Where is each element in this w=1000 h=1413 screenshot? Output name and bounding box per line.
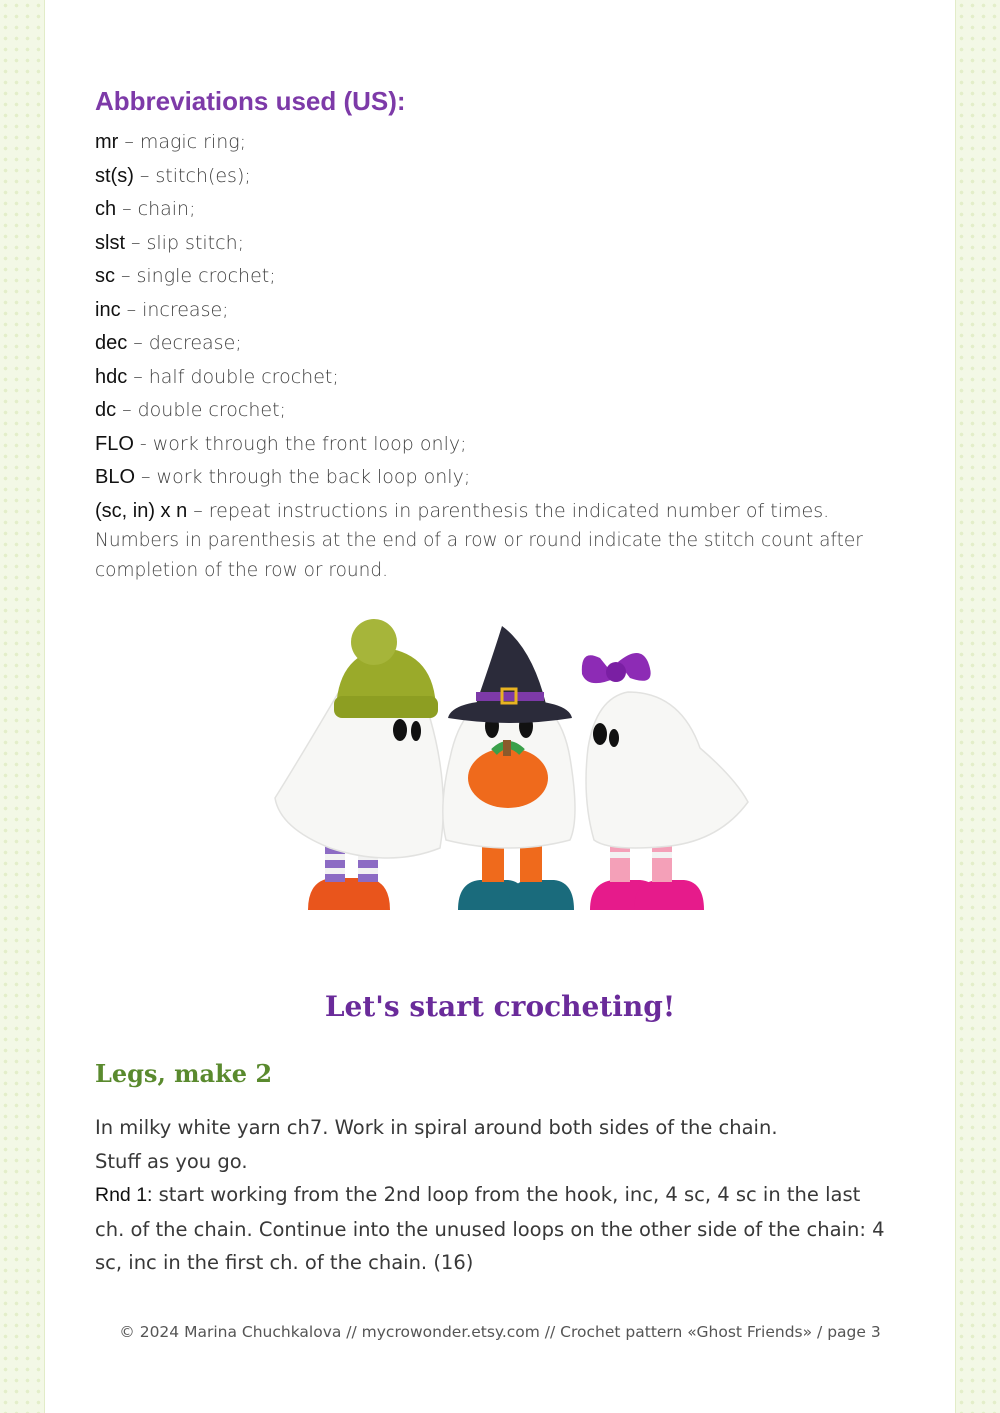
abbreviation-dash: – <box>193 499 203 522</box>
abbreviation-dash: - <box>139 432 147 455</box>
stitch-count-note: Numbers in parenthesis at the end of a row or round indicate the stitch count after completion of the row or round. <box>95 530 863 581</box>
decorative-border-right <box>955 0 1000 1413</box>
abbreviation-term: dec <box>95 332 128 354</box>
abbreviation-item <box>95 228 829 262</box>
page-footer: © 2024 Marina Chuchkalova // mycrowonder.etsy.com // Crochet pattern «Ghost Friends» / page 3 <box>119 1323 881 1341</box>
abbreviations-list <box>95 127 829 529</box>
abbreviation-term: (sc, in) x n <box>95 499 188 522</box>
abbreviation-desc: work through the front loop only; <box>152 432 467 455</box>
abbreviation-dash: – <box>121 265 131 287</box>
abbreviation-term: hdc <box>95 365 128 388</box>
abbreviation-item <box>95 496 829 530</box>
abbreviation-term: BLO <box>95 466 136 488</box>
ghost-friends-photo <box>270 618 750 930</box>
round-label: Rnd 1: <box>95 1184 153 1206</box>
decorative-border-left <box>0 0 45 1413</box>
abbreviation-term: st(s) <box>95 164 134 187</box>
abbreviation-term: slst <box>95 231 125 254</box>
abbreviation-item <box>95 295 829 329</box>
abbreviation-item <box>95 429 829 463</box>
abbreviation-dash: – <box>124 131 134 153</box>
abbreviation-desc: single crochet; <box>136 265 276 287</box>
abbreviation-item <box>95 261 829 295</box>
abbreviation-item <box>95 362 829 396</box>
ghost-middle <box>443 626 575 910</box>
legs-round-1 <box>95 1178 885 1280</box>
abbreviation-dash: – <box>141 466 151 488</box>
legs-instructions <box>95 1111 885 1280</box>
abbreviation-desc: magic ring; <box>139 131 247 153</box>
abbreviation-desc: stitch(es); <box>155 164 251 187</box>
abbreviation-term: mr <box>95 131 119 153</box>
abbreviation-desc: work through the back loop only; <box>156 466 471 488</box>
abbreviation-dash: – <box>131 231 141 254</box>
abbreviation-term: FLO <box>95 432 134 455</box>
abbreviation-desc: half double crochet; <box>148 365 339 388</box>
abbreviation-term: sc <box>95 265 115 287</box>
abbreviation-desc: chain; <box>137 198 196 220</box>
legs-line-2: Stuff as you go. <box>95 1149 248 1173</box>
abbreviation-item <box>95 462 829 496</box>
abbreviation-dash: – <box>122 399 132 421</box>
abbreviation-item <box>95 395 829 429</box>
abbreviation-dash: – <box>133 365 143 388</box>
start-heading: Let's start crocheting! <box>324 990 676 1023</box>
abbreviation-desc: double crochet; <box>137 399 286 421</box>
abbreviation-term: dc <box>95 399 117 421</box>
round-text: start working from the 2nd loop from the hook, inc, 4 sc, 4 sc in the last ch. of the chain. Continue into the unused loops on the other side of the chain: 4 sc, inc in the first ch. of the chain. (16) <box>95 1183 885 1274</box>
ghost-left <box>275 619 443 910</box>
ghost-right <box>582 653 748 910</box>
abbreviation-term: inc <box>95 298 121 321</box>
abbreviation-dash: – <box>139 164 150 187</box>
abbreviation-desc: slip stitch; <box>146 231 245 254</box>
abbreviation-item <box>95 328 829 362</box>
abbreviation-desc: decrease; <box>148 332 242 354</box>
abbreviation-dash: – <box>122 198 132 220</box>
abbreviation-dash: – <box>133 332 143 354</box>
legs-line-1: In milky white yarn ch7. Work in spiral around both sides of the chain. <box>95 1116 778 1139</box>
abbreviation-term: ch <box>95 198 117 220</box>
abbreviation-item <box>95 127 829 161</box>
abbreviation-dash: – <box>126 298 137 321</box>
abbreviation-item <box>95 161 829 195</box>
abbreviation-desc: increase; <box>142 298 229 321</box>
abbreviations-heading: Abbreviations used (US): <box>95 86 406 116</box>
abbreviation-desc: repeat instructions in parenthesis the indicated number of times. <box>208 499 830 522</box>
abbreviation-item <box>95 194 829 228</box>
legs-heading: Legs, make 2 <box>95 1059 273 1088</box>
